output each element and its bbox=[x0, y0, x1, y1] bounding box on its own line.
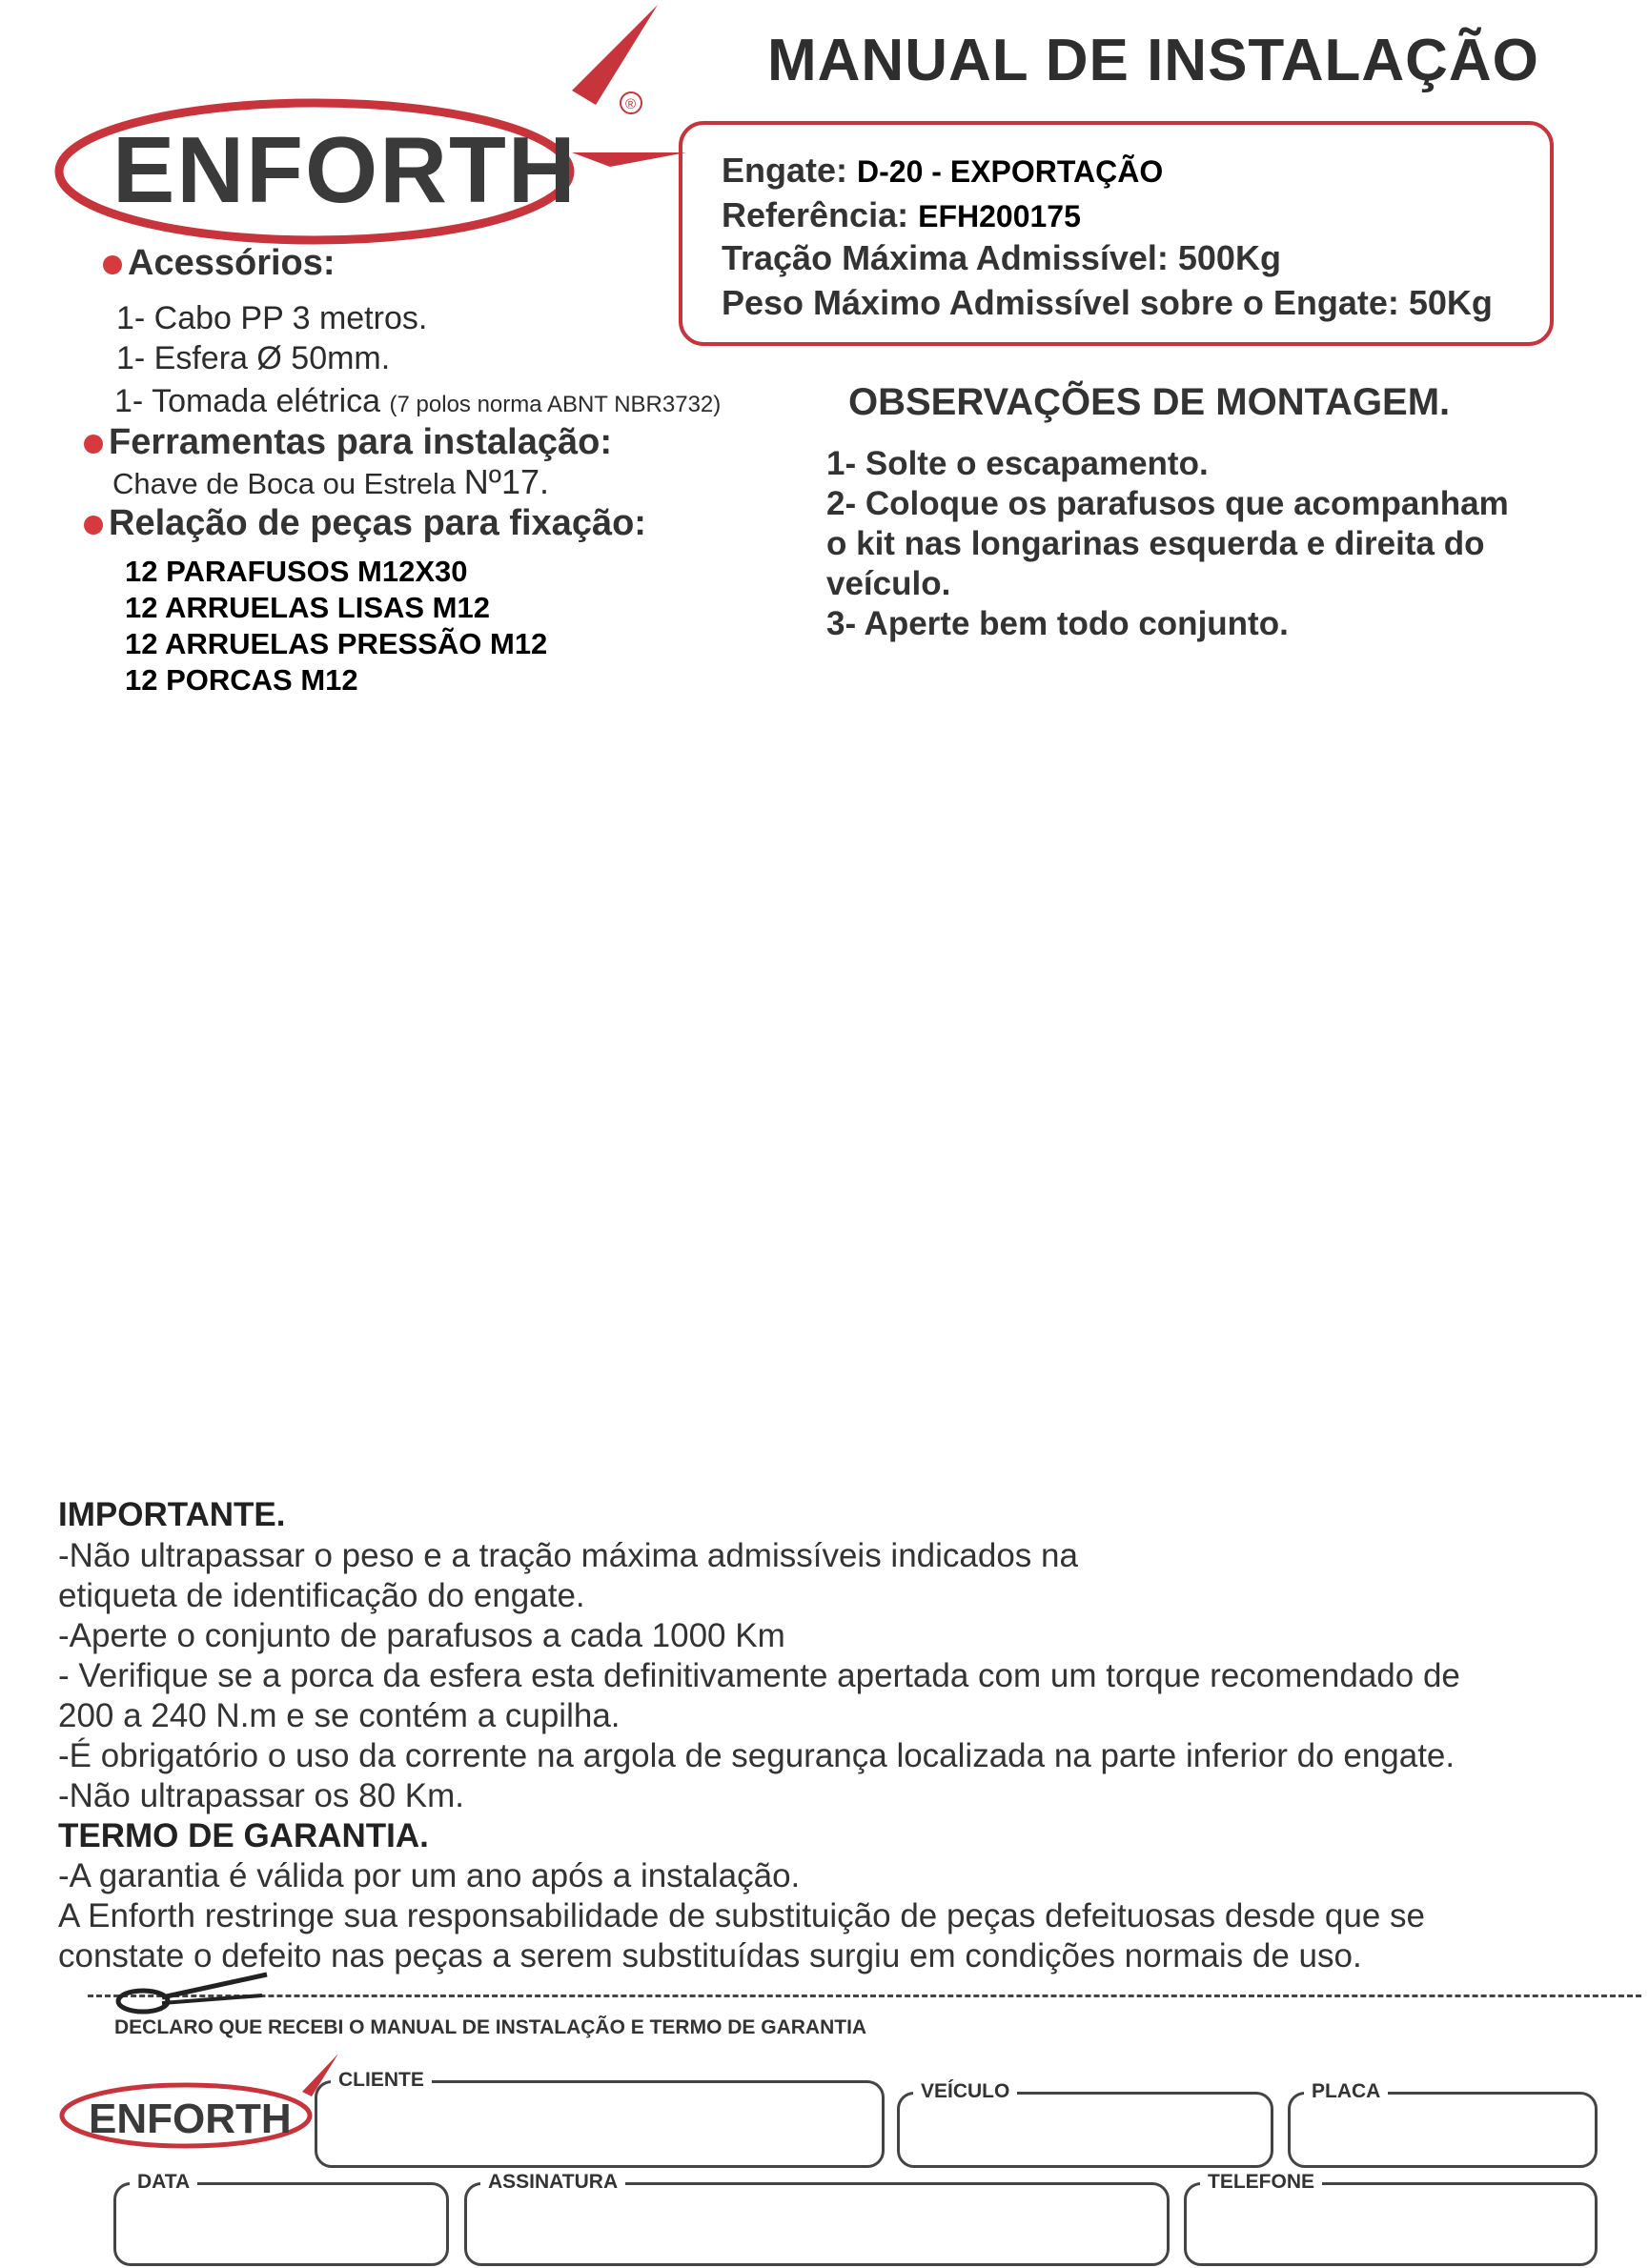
enforth-logo bbox=[38, 0, 705, 248]
acessorio-item-2: 1- Esfera Ø 50mm. bbox=[116, 340, 391, 376]
referencia-value: EFH200175 bbox=[918, 199, 1081, 233]
form-enforth-logo bbox=[52, 2049, 348, 2154]
engate-line bbox=[722, 151, 1163, 191]
importante-line: -Não ultrapassar o peso e a tração máxima admissíveis indicados na bbox=[58, 1537, 1078, 1574]
importante-heading: IMPORTANTE. bbox=[58, 1496, 286, 1533]
bullet-icon bbox=[84, 435, 103, 454]
cliente-label: CLIENTE bbox=[331, 2069, 432, 2092]
data-label: DATA bbox=[130, 2171, 197, 2194]
registered-mark: ® bbox=[625, 96, 637, 112]
pecas-heading: Relação de peças para fixação: bbox=[84, 503, 646, 544]
peca-item: 12 ARRUELAS LISAS M12 bbox=[125, 591, 490, 624]
observacao-line: veículo. bbox=[826, 565, 951, 602]
telefone-label: TELEFONE bbox=[1200, 2171, 1322, 2194]
peca-item: 12 ARRUELAS PRESSÃO M12 bbox=[125, 627, 548, 660]
logo-wordmark: ENFORTH bbox=[112, 117, 578, 222]
telefone-field[interactable] bbox=[1184, 2171, 1598, 2266]
ferramentas-item: Chave de Boca ou Estrela Nº17. bbox=[112, 462, 549, 501]
veiculo-label: VEÍCULO bbox=[913, 2080, 1017, 2103]
ferramentas-heading: Ferramentas para instalação: bbox=[84, 422, 612, 463]
data-field[interactable] bbox=[113, 2171, 449, 2266]
observacoes-title: OBSERVAÇÕES DE MONTAGEM. bbox=[848, 381, 1451, 423]
importante-line: - Verifique se a porca da esfera esta definitivamente apertada com um torque recomendado de bbox=[58, 1657, 1460, 1694]
peca-item: 12 PORCAS M12 bbox=[125, 663, 358, 697]
engate-value: D-20 - EXPORTAÇÃO bbox=[857, 154, 1164, 189]
observacao-line: 1- Solte o escapamento. bbox=[826, 445, 1209, 482]
importante-line: 200 a 240 N.m e se contém a cupilha. bbox=[58, 1697, 621, 1734]
observacao-line: 3- Aperte bem todo conjunto. bbox=[826, 605, 1289, 642]
assinatura-field[interactable] bbox=[464, 2171, 1170, 2266]
logo-swoosh-arrow bbox=[572, 152, 686, 167]
garantia-line: constate o defeito nas peças a serem substituídas surgiu em condições normais de uso. bbox=[58, 1937, 1362, 1974]
acessorios-heading: Acessórios: bbox=[103, 243, 336, 284]
acessorio-item-3: 1- Tomada elétrica (7 polos norma ABNT NBR3732) bbox=[114, 383, 722, 419]
cut-line bbox=[88, 1995, 1641, 1997]
referencia-line bbox=[722, 195, 1081, 235]
observacao-line: o kit nas longarinas esquerda e direita do bbox=[826, 525, 1485, 562]
observacao-line: 2- Coloque os parafusos que acompanham bbox=[826, 485, 1509, 522]
declaration-text: DECLARO QUE RECEBI O MANUAL DE INSTALAÇÃO E TERMO DE GARANTIA bbox=[114, 2016, 867, 2038]
logo-swoosh-tail bbox=[572, 5, 658, 105]
engate-label: Engate: bbox=[722, 151, 848, 190]
importante-line: -Não ultrapassar os 80 Km. bbox=[58, 1777, 465, 1814]
veiculo-field[interactable] bbox=[897, 2080, 1273, 2168]
referencia-label: Referência: bbox=[722, 195, 909, 234]
scissors-icon bbox=[105, 1961, 276, 2018]
tracao-line: Tração Máxima Admissível: 500Kg bbox=[722, 238, 1281, 277]
bullet-icon bbox=[103, 255, 122, 274]
importante-line: etiqueta de identificação do engate. bbox=[58, 1577, 585, 1614]
assinatura-label: ASSINATURA bbox=[480, 2171, 625, 2194]
page-title: MANUAL DE INSTALAÇÃO bbox=[767, 28, 1539, 93]
cliente-field[interactable] bbox=[315, 2069, 885, 2168]
garantia-line: -A garantia é válida por um ano após a instalação. bbox=[58, 1857, 801, 1894]
importante-line: -É obrigatório o uso da corrente na argola de segurança localizada na parte inferior do engate. bbox=[58, 1737, 1456, 1774]
form-logo-wordmark: ENFORTH bbox=[89, 2096, 292, 2142]
placa-label: PLACA bbox=[1304, 2080, 1388, 2103]
bullet-icon bbox=[84, 516, 103, 535]
placa-field[interactable] bbox=[1288, 2080, 1598, 2168]
garantia-line: A Enforth restringe sua responsabilidade de substituição de peças defeituosas desde que se bbox=[58, 1897, 1426, 1934]
garantia-heading: TERMO DE GARANTIA. bbox=[58, 1817, 429, 1854]
acessorio-item-1: 1- Cabo PP 3 metros. bbox=[116, 300, 428, 336]
importante-line: -Aperte o conjunto de parafusos a cada 1000 Km bbox=[58, 1617, 785, 1654]
peca-item: 12 PARAFUSOS M12X30 bbox=[125, 555, 468, 588]
peso-line: Peso Máximo Admissível sobre o Engate: 50Kg bbox=[722, 283, 1493, 322]
acessorio-item-3-note: (7 polos norma ABNT NBR3732) bbox=[389, 392, 722, 417]
